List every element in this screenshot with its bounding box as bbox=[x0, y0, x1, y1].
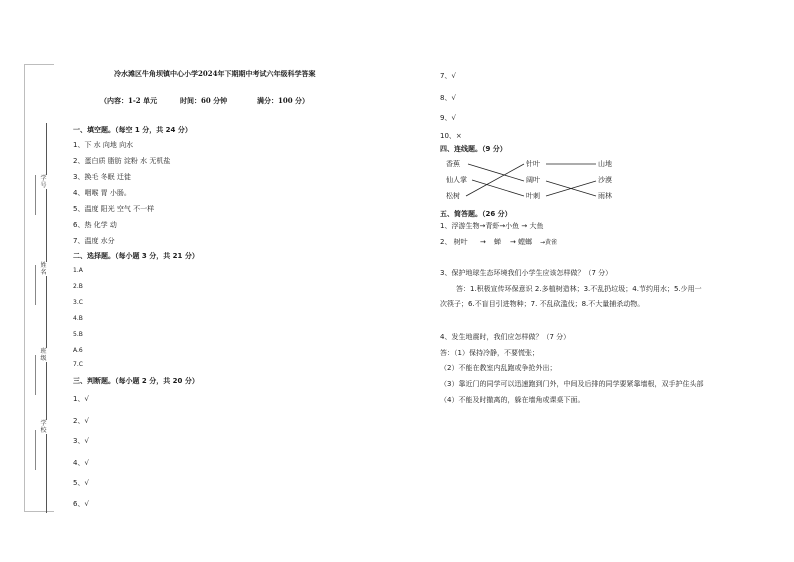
match-right-2: 沙漠 bbox=[598, 176, 612, 184]
section-judge-heading: 三、判断题。（每小题 2 分，共 20 分） bbox=[73, 377, 199, 385]
match-mid-1: 针叶 bbox=[526, 160, 540, 168]
food-chain-2-mantis: → 螳螂 bbox=[510, 238, 533, 246]
choice-answer-4: 4.B bbox=[73, 315, 83, 322]
match-mid-2: 阔叶 bbox=[526, 176, 540, 184]
question-3-prompt: 3、保护地球生态环境我们小学生应该怎样做？（7 分） bbox=[440, 269, 613, 277]
info-content: （内容：1-2 单元 bbox=[100, 96, 158, 105]
choice-answer-2: 2.B bbox=[73, 283, 83, 290]
judge-answer-3: 3、√ bbox=[73, 437, 89, 445]
match-left-3: 松树 bbox=[446, 192, 460, 200]
judge-answer-10: 10、× bbox=[440, 132, 462, 140]
info-time: 时间：60 分钟 bbox=[180, 96, 228, 105]
food-chain-2-oriole: →黄雀 bbox=[540, 239, 558, 246]
judge-answer-4: 4、√ bbox=[73, 459, 89, 467]
match-mid-3: 叶刺 bbox=[526, 192, 540, 200]
match-left-2: 仙人掌 bbox=[446, 176, 467, 184]
judge-answer-7: 7、√ bbox=[440, 72, 456, 80]
section-short-answer-heading: 五、简答题。（26 分） bbox=[440, 210, 512, 218]
judge-answer-5: 5、√ bbox=[73, 479, 89, 487]
match-right-3: 雨林 bbox=[598, 192, 612, 200]
section-choice-heading: 二、选择题。（每小题 3 分，共 21 分） bbox=[73, 252, 199, 260]
judge-answer-6: 6、√ bbox=[73, 500, 89, 508]
binding-label-student-id: 学号 bbox=[40, 175, 47, 189]
match-line-pine-needle bbox=[466, 164, 524, 196]
section-matching-heading: 四、连线题。（9 分） bbox=[440, 145, 507, 153]
match-left-1: 香蕉 bbox=[446, 160, 460, 168]
page-title: 冷水滩区牛角坝镇中心小学2024年下期期中考试六年级科学答案 bbox=[114, 69, 316, 78]
section-fill-blank-heading: 一、填空题。（每空 1 分，共 24 分） bbox=[73, 126, 192, 134]
judge-answer-9: 9、√ bbox=[440, 114, 456, 122]
fill-answer-6: 6、热 化学 动 bbox=[73, 221, 117, 229]
binding-label-school: 学校 bbox=[40, 420, 47, 434]
fill-answer-5: 5、温度 阳光 空气 不一样 bbox=[73, 205, 155, 213]
binding-label-class: 班级 bbox=[40, 348, 47, 362]
judge-answer-8: 8、√ bbox=[440, 94, 456, 102]
question-4-answer-1: 答：（1）保持冷静，不要慌张； bbox=[440, 349, 539, 357]
food-chain-2-cicada: 蝉 bbox=[494, 238, 501, 246]
fill-answer-2: 2、蛋白质 脂肪 淀粉 水 无机盐 bbox=[73, 157, 171, 165]
fill-answer-1: 1、下 水 向地 向水 bbox=[73, 141, 134, 149]
food-chain-2-start: 2、 树叶 bbox=[440, 238, 468, 246]
question-4-answer-4: （4）不能及时撤离的，躲在墙角或课桌下面。 bbox=[440, 396, 585, 404]
match-line-banana-broadleaf bbox=[468, 164, 524, 181]
judge-answer-2: 2、√ bbox=[73, 417, 89, 425]
binding-label-name: 姓名 bbox=[40, 262, 47, 276]
food-chain-1: 1、浮游生物→青虾→小鱼 → 大鱼 bbox=[440, 222, 544, 230]
choice-answer-7: 7.C bbox=[73, 361, 83, 368]
choice-answer-1: 1.A bbox=[73, 267, 83, 274]
judge-answer-1: 1、√ bbox=[73, 395, 89, 403]
info-score: 满分：100 分） bbox=[257, 96, 310, 105]
food-chain-2-arrow: → bbox=[480, 238, 486, 246]
question-3-answer-line-1: 答：1.积极宣传环保意识 2.多植树造林；3.不乱扔垃圾；4.节约用水；5.少用一 bbox=[456, 285, 702, 293]
question-4-prompt: 4、发生地震时，我们应怎样做？（7 分） bbox=[440, 333, 571, 341]
fill-answer-7: 7、温度 水分 bbox=[73, 237, 115, 245]
question-4-answer-3: （3）靠近门的同学可以迅速跑到门外，中间及后排的同学要紧靠墙根，双手护住头部 bbox=[440, 380, 704, 388]
question-4-answer-2: （2）不能在教室内乱跑或争抢外出； bbox=[440, 364, 557, 372]
choice-answer-6: A.6 bbox=[73, 347, 83, 354]
choice-answer-3: 3.C bbox=[73, 299, 83, 306]
match-right-1: 山地 bbox=[598, 160, 612, 168]
choice-answer-5: 5.B bbox=[73, 331, 83, 338]
fill-answer-3: 3、换毛 冬眠 迁徙 bbox=[73, 173, 131, 181]
fill-answer-4: 4、咽喉 胃 小肠。 bbox=[73, 189, 131, 197]
question-3-answer-line-2: 次筷子；6.不盲目引进物种；7. 不乱砍滥伐；8.不大量捕杀动物。 bbox=[440, 300, 645, 308]
